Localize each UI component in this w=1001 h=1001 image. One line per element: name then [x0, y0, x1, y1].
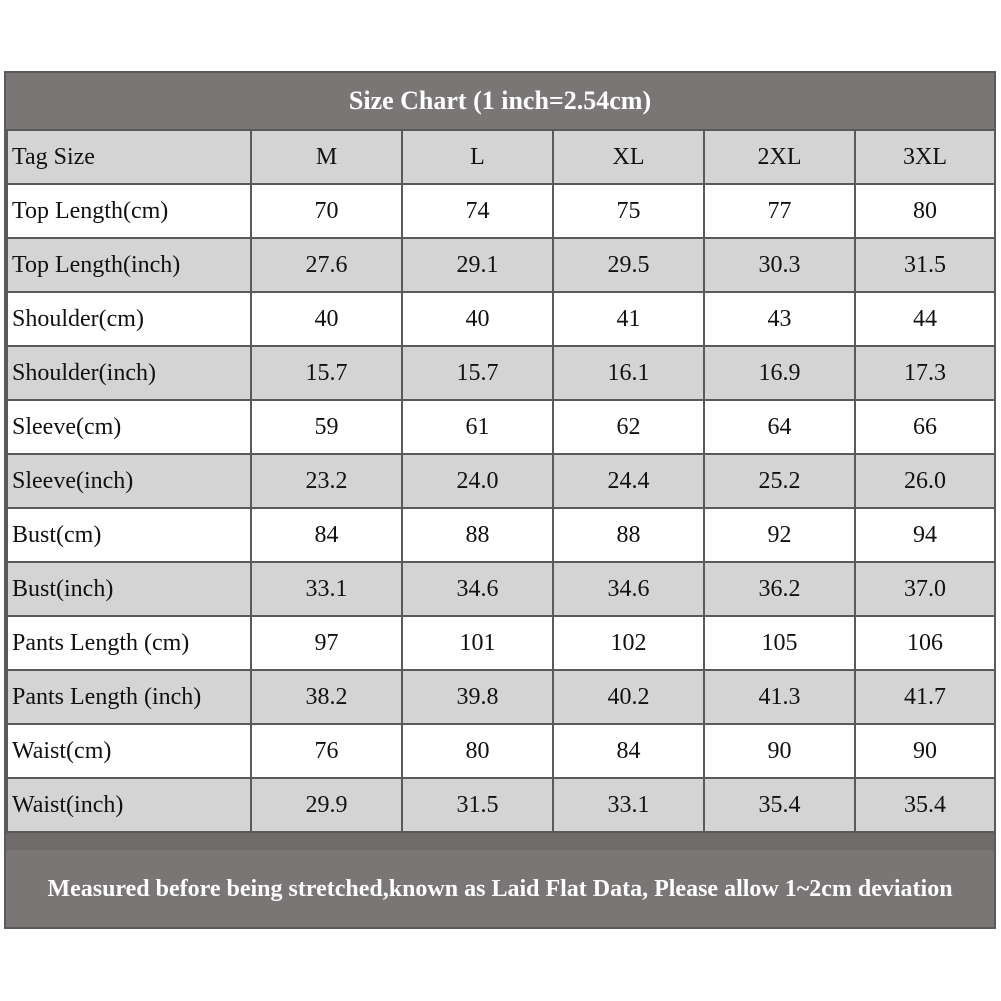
- value-cell: 64: [704, 400, 855, 454]
- value-cell: 76: [251, 724, 402, 778]
- row-label-cell: Shoulder(inch): [7, 346, 251, 400]
- table-row: [7, 184, 995, 238]
- header-label-cell: Tag Size: [7, 130, 251, 184]
- value-cell: 31.5: [402, 778, 553, 832]
- value-cell: 59: [251, 400, 402, 454]
- value-cell: 40.2: [553, 670, 704, 724]
- value-cell: 15.7: [402, 346, 553, 400]
- size-header-cell: L: [402, 130, 553, 184]
- value-cell: 27.6: [251, 238, 402, 292]
- value-cell: 38.2: [251, 670, 402, 724]
- value-cell: 43: [704, 292, 855, 346]
- value-cell: 36.2: [704, 562, 855, 616]
- value-cell: 92: [704, 508, 855, 562]
- value-cell: 29.9: [251, 778, 402, 832]
- size-table: [6, 129, 996, 833]
- table-row: [7, 778, 995, 832]
- table-row: [7, 292, 995, 346]
- value-cell: 106: [855, 616, 995, 670]
- row-label-cell: Pants Length (cm): [7, 616, 251, 670]
- value-cell: 84: [251, 508, 402, 562]
- value-cell: 70: [251, 184, 402, 238]
- value-cell: 34.6: [402, 562, 553, 616]
- value-cell: 33.1: [251, 562, 402, 616]
- value-cell: 37.0: [855, 562, 995, 616]
- row-label-cell: Sleeve(cm): [7, 400, 251, 454]
- value-cell: 74: [402, 184, 553, 238]
- table-row: [7, 670, 995, 724]
- value-cell: 105: [704, 616, 855, 670]
- value-cell: 80: [402, 724, 553, 778]
- value-cell: 41: [553, 292, 704, 346]
- value-cell: 88: [402, 508, 553, 562]
- value-cell: 26.0: [855, 454, 995, 508]
- value-cell: 15.7: [251, 346, 402, 400]
- table-row: [7, 346, 995, 400]
- value-cell: 29.1: [402, 238, 553, 292]
- table-row: [7, 562, 995, 616]
- value-cell: 25.2: [704, 454, 855, 508]
- table-row: [7, 238, 995, 292]
- table-row: [7, 616, 995, 670]
- value-cell: 88: [553, 508, 704, 562]
- size-header-cell: XL: [553, 130, 704, 184]
- value-cell: 16.9: [704, 346, 855, 400]
- value-cell: 31.5: [855, 238, 995, 292]
- table-row: [7, 724, 995, 778]
- value-cell: 41.7: [855, 670, 995, 724]
- value-cell: 17.3: [855, 346, 995, 400]
- value-cell: 90: [855, 724, 995, 778]
- row-label-cell: Top Length(inch): [7, 238, 251, 292]
- value-cell: 66: [855, 400, 995, 454]
- value-cell: 101: [402, 616, 553, 670]
- table-row: [7, 508, 995, 562]
- value-cell: 77: [704, 184, 855, 238]
- value-cell: 62: [553, 400, 704, 454]
- row-label-cell: Bust(cm): [7, 508, 251, 562]
- row-label-cell: Waist(inch): [7, 778, 251, 832]
- size-chart: [4, 71, 996, 929]
- value-cell: 90: [704, 724, 855, 778]
- table-row: [7, 454, 995, 508]
- header-row: [7, 130, 995, 184]
- value-cell: 23.2: [251, 454, 402, 508]
- value-cell: 33.1: [553, 778, 704, 832]
- value-cell: 34.6: [553, 562, 704, 616]
- footer-note: Measured before being stretched,known as Laid Flat Data, Please allow 1~2cm deviation: [6, 850, 994, 927]
- value-cell: 40: [251, 292, 402, 346]
- size-header-cell: 2XL: [704, 130, 855, 184]
- chart-title: Size Chart (1 inch=2.54cm): [6, 73, 994, 129]
- value-cell: 80: [855, 184, 995, 238]
- value-cell: 84: [553, 724, 704, 778]
- value-cell: 75: [553, 184, 704, 238]
- size-header-cell: M: [251, 130, 402, 184]
- table-body: [7, 130, 995, 832]
- row-label-cell: Bust(inch): [7, 562, 251, 616]
- value-cell: 61: [402, 400, 553, 454]
- value-cell: 40: [402, 292, 553, 346]
- value-cell: 41.3: [704, 670, 855, 724]
- value-cell: 30.3: [704, 238, 855, 292]
- row-label-cell: Top Length(cm): [7, 184, 251, 238]
- row-label-cell: Sleeve(inch): [7, 454, 251, 508]
- value-cell: 44: [855, 292, 995, 346]
- size-header-cell: 3XL: [855, 130, 995, 184]
- value-cell: 24.4: [553, 454, 704, 508]
- table-row: [7, 400, 995, 454]
- value-cell: 29.5: [553, 238, 704, 292]
- value-cell: 102: [553, 616, 704, 670]
- row-label-cell: Pants Length (inch): [7, 670, 251, 724]
- value-cell: 35.4: [855, 778, 995, 832]
- value-cell: 24.0: [402, 454, 553, 508]
- value-cell: 39.8: [402, 670, 553, 724]
- row-label-cell: Shoulder(cm): [7, 292, 251, 346]
- row-label-cell: Waist(cm): [7, 724, 251, 778]
- value-cell: 97: [251, 616, 402, 670]
- value-cell: 94: [855, 508, 995, 562]
- value-cell: 35.4: [704, 778, 855, 832]
- value-cell: 16.1: [553, 346, 704, 400]
